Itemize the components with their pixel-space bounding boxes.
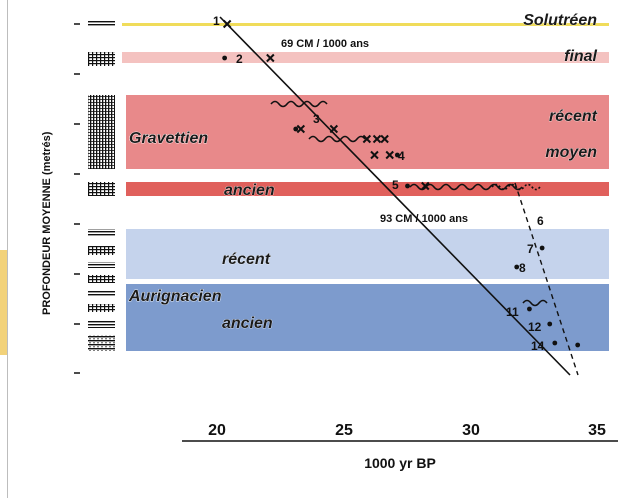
strata-4 xyxy=(88,182,115,196)
strata-5 xyxy=(88,229,115,237)
x-tick-label: 25 xyxy=(335,422,353,439)
band-label-moyen: moyen xyxy=(545,144,597,161)
band-label-recent-aurignacien: récent xyxy=(222,251,271,268)
x-axis xyxy=(182,422,618,471)
strata-10 xyxy=(88,304,115,312)
period-label-aurignacien: Aurignacien xyxy=(129,288,222,305)
strata-9 xyxy=(88,290,115,296)
band-label-recent-gravettien: récent xyxy=(548,108,597,125)
point-label-2: 2 xyxy=(236,52,243,66)
rate-label-lower: 93 CM / 1000 ans xyxy=(380,213,469,225)
band-label-solutreen: Solutréen xyxy=(523,12,597,29)
strata-7 xyxy=(88,262,115,268)
band-label-ancien-aurignacien: ancien xyxy=(222,315,273,332)
point-label-6: 6 xyxy=(537,214,544,228)
rate-label-upper: 69 CM / 1000 ans xyxy=(281,38,370,50)
data-point-dot xyxy=(540,246,545,251)
strata-1 xyxy=(88,20,115,26)
point-label-1: 1 xyxy=(213,14,220,28)
data-point-dot xyxy=(527,307,532,312)
data-point-dot xyxy=(552,341,557,346)
strata-6 xyxy=(88,246,115,255)
data-point-dot xyxy=(547,322,552,327)
x-tick-label: 30 xyxy=(462,422,480,439)
strata-2 xyxy=(88,52,115,66)
data-point-dot xyxy=(575,343,580,348)
band-aurignacien-recent xyxy=(126,229,609,279)
band-label-final: final xyxy=(564,48,597,65)
band-label-ancien-gravettien: ancien xyxy=(224,182,275,199)
strata-12 xyxy=(88,335,115,351)
stratigraphic-column xyxy=(88,20,115,351)
x-tick-label: 20 xyxy=(208,422,226,439)
y-ticks xyxy=(74,24,80,373)
x-tick-label: 35 xyxy=(588,422,606,439)
data-point-dot xyxy=(405,184,410,189)
band-final xyxy=(122,52,609,63)
x-axis-title: 1000 yr BP xyxy=(364,455,436,471)
period-label-gravettien: Gravettien xyxy=(129,130,209,147)
strata-8 xyxy=(88,275,115,283)
point-label-3: 3 xyxy=(313,112,320,126)
point-label-11: 11 xyxy=(506,305,519,319)
strata-11 xyxy=(88,320,115,328)
point-label-12: 12 xyxy=(528,320,542,334)
data-point-dot xyxy=(222,56,227,61)
y-axis-label: PROFONDEUR MOYENNE (metrés) xyxy=(41,131,53,315)
point-label-14: 14 xyxy=(531,339,545,353)
point-label-4: 4 xyxy=(398,149,405,163)
strata-3 xyxy=(88,95,115,169)
point-label-8: 8 xyxy=(519,261,526,275)
data-point-dot xyxy=(293,127,298,132)
point-label-7: 7 xyxy=(527,242,534,256)
point-label-5: 5 xyxy=(392,178,399,192)
